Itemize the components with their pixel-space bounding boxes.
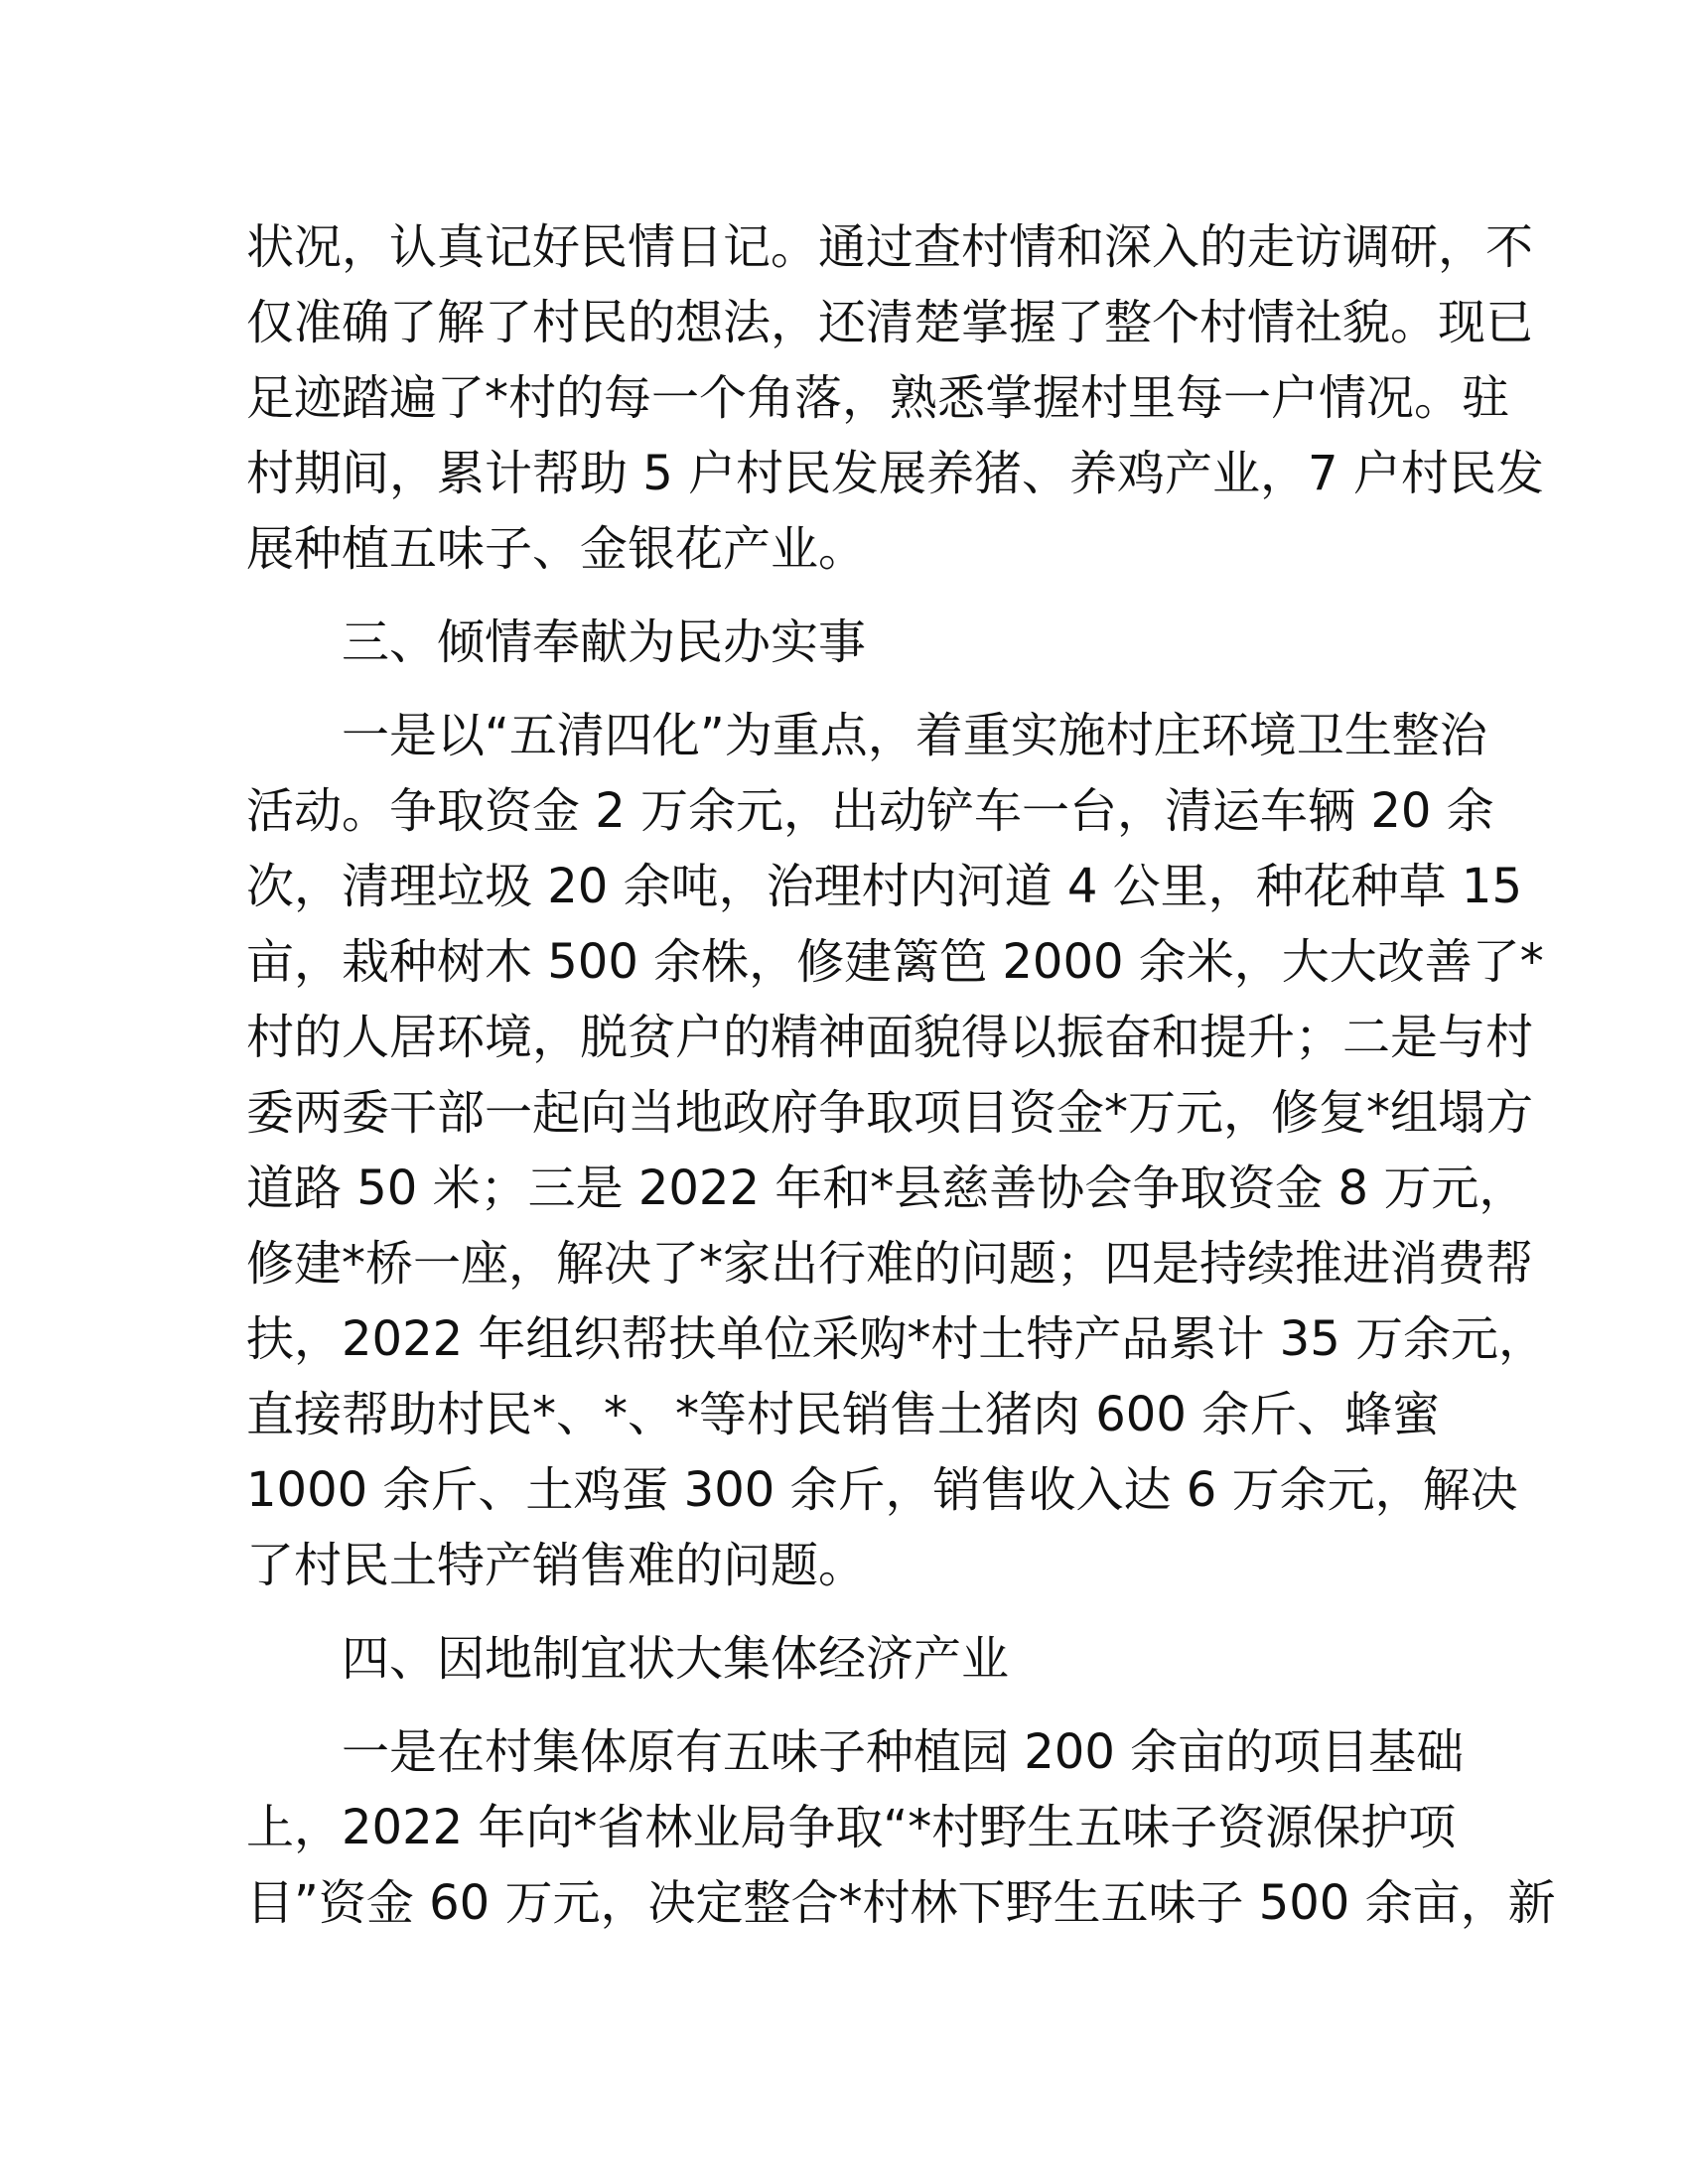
section-heading: 四、因地制宜状大集体经济产业 xyxy=(246,1631,1010,1687)
section-heading: 三、倾情奉献为民办实事 xyxy=(246,614,867,670)
paragraph-line: 委两委干部一起向当地政府争取项目资金*万元，修复*组塌方 xyxy=(246,1085,1534,1141)
paragraph-line: 活动。争取资金 2 万余元，出动铲车一台，清运车辆 20 余 xyxy=(246,783,1494,839)
paragraph-line: 次，清理垃圾 20 余吨，治理村内河道 4 公里，种花种草 15 xyxy=(246,859,1522,914)
paragraph-line: 足迹踏遍了*村的每一个角落，熟悉掌握村里每一户情况。驻 xyxy=(246,370,1510,426)
paragraph-line: 村期间，累计帮助 5 户村民发展养猪、养鸡产业，7 户村民发 xyxy=(246,446,1544,501)
paragraph-line: 1000 余斤、土鸡蛋 300 余斤，销售收入达 6 万余元，解决 xyxy=(246,1462,1518,1518)
paragraph-line: 直接帮助村民*、*、*等村民销售土猪肉 600 余斤、蜂蜜 xyxy=(246,1387,1441,1442)
paragraph-line: 道路 50 米；三是 2022 年和*县慈善协会争取资金 8 万元， xyxy=(246,1160,1527,1216)
paragraph-line: 一是以“五清四化”为重点，着重实施村庄环境卫生整治 xyxy=(246,708,1487,763)
paragraph-line: 状况，认真记好民情日记。通过查村情和深入的走访调研，不 xyxy=(246,219,1534,275)
paragraph-line: 上，2022 年向*省林业局争取“*村野生五味子资源保护项 xyxy=(246,1800,1457,1855)
paragraph-line: 修建*桥一座，解决了*家出行难的问题；四是持续推进消费帮 xyxy=(246,1236,1534,1292)
paragraph-line: 一是在村集体原有五味子种植园 200 余亩的项目基础 xyxy=(246,1724,1465,1780)
paragraph-line: 了村民土特产销售难的问题。 xyxy=(246,1538,867,1593)
paragraph-line: 亩，栽种树木 500 余株，修建篱笆 2000 余米，大大改善了* xyxy=(246,934,1544,990)
paragraph-line: 村的人居环境，脱贫户的精神面貌得以振奋和提升；二是与村 xyxy=(246,1010,1534,1065)
paragraph-line: 仅准确了解了村民的想法，还清楚掌握了整个村情社貌。现已 xyxy=(246,295,1534,350)
paragraph-line: 目”资金 60 万元，决定整合*村林下野生五味子 500 余亩，新 xyxy=(246,1875,1556,1931)
paragraph-line: 展种植五味子、金银花产业。 xyxy=(246,521,867,577)
paragraph-line: 扶，2022 年组织帮扶单位采购*村土特产品累计 35 万余元， xyxy=(246,1311,1547,1367)
